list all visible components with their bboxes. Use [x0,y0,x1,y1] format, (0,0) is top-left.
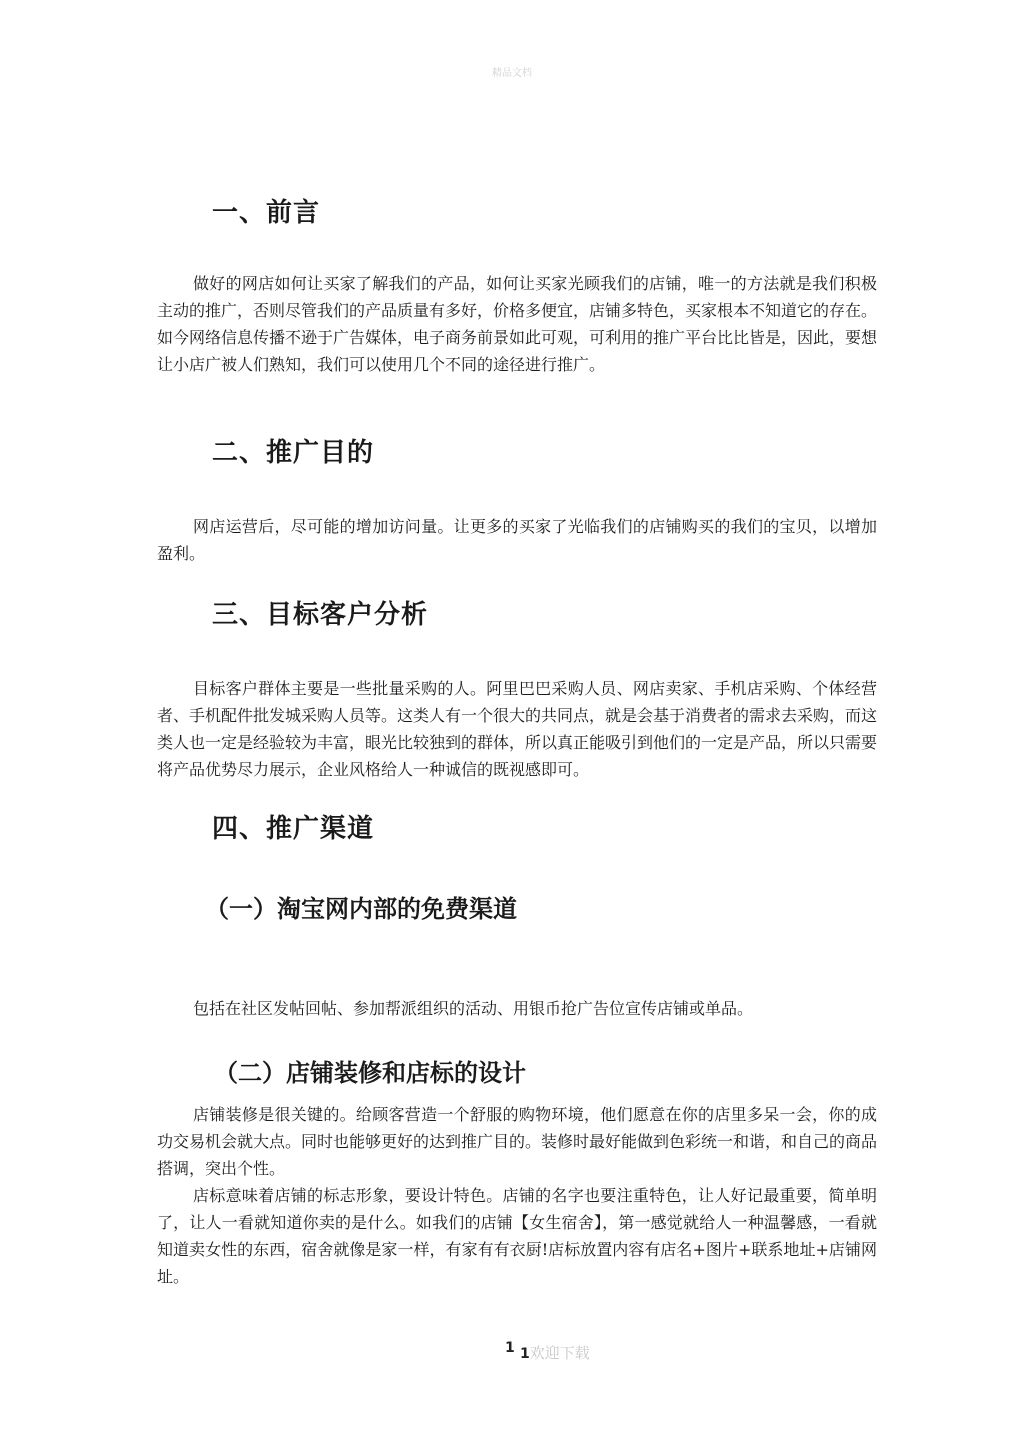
preface-paragraph: 做好的网店如何让买家了解我们的产品，如何让买家光顾我们的店铺，唯一的方法就是我们积极主动的推广，否则尽管我们的产品质量有多好，价格多便宜，店铺多特色，买家根本不知道它的存在。如今网络信息传播不逊于广告媒体，电子商务前景如此可观，可利用的推广平台比比皆是，因此，要想让小店广被人们熟知，我们可以使用几个不同的途径进行推广。 [157,274,878,374]
page-index: 1 [520,1346,530,1362]
header-watermark: 精品文档 [492,68,532,79]
footer-watermark-text: 欢迎下载 [529,1344,590,1362]
subsection-heading-taobao-free: （一）淘宝网内部的免费渠道 [205,895,517,923]
section-heading-target-customers: 三、目标客户分析 [212,600,429,630]
taobao-free-paragraph: 包括在社区发帖回帖、参加帮派组织的活动、用银币抢广告位宣传店铺或单品。 [193,999,754,1018]
section-heading-purpose: 二、推广目的 [212,438,375,468]
store-decoration-paragraph: 店铺装修是很关键的。给顾客营造一个舒服的购物环境，他们愿意在你的店里多呆一会，你的成功交易机会就大点。同时也能够更好的达到推广目的。装修时最好能做到色彩统一和谐，和自己的商品搭调，突出个性。 [157,1105,878,1178]
section-heading-preface: 一、前言 [212,198,321,228]
section-heading-channels: 四、推广渠道 [212,814,375,844]
page-number-value: 1 [505,1340,515,1356]
page-number [505,1340,515,1356]
footer-watermark [520,1342,590,1363]
purpose-paragraph: 网店运营后，尽可能的增加访问量。让更多的买家了光临我们的店铺购买的我们的宝贝，以增加盈利。 [157,517,877,563]
subsection-heading-store-design: （二）店铺装修和店标的设计 [214,1059,526,1087]
target-customers-paragraph: 目标客户群体主要是一些批量采购的人。阿里巴巴采购人员、网店卖家、手机店采购、个体经营者、手机配件批发城采购人员等。这类人有一个很大的共同点，就是会基于消费者的需求去采购，而这类人也一定是经验较为丰富，眼光比较独到的群体，所以真正能吸引到他们的一定是产品，所以只需要将产品优势尽力展示，企业风格给人一种诚信的既视感即可。 [157,679,878,779]
store-logo-paragraph: 店标意味着店铺的标志形象，要设计特色。店铺的名字也要注重特色，让人好记最重要，简单明了，让人一看就知道你卖的是什么。如我们的店铺【女生宿舍】，第一感觉就给人一种温馨感，一看就知道卖女性的东西，宿舍就像是家一样，有家有有衣厨!店标放置内容有店名+图片+联系地址+店铺网址。 [157,1186,877,1286]
